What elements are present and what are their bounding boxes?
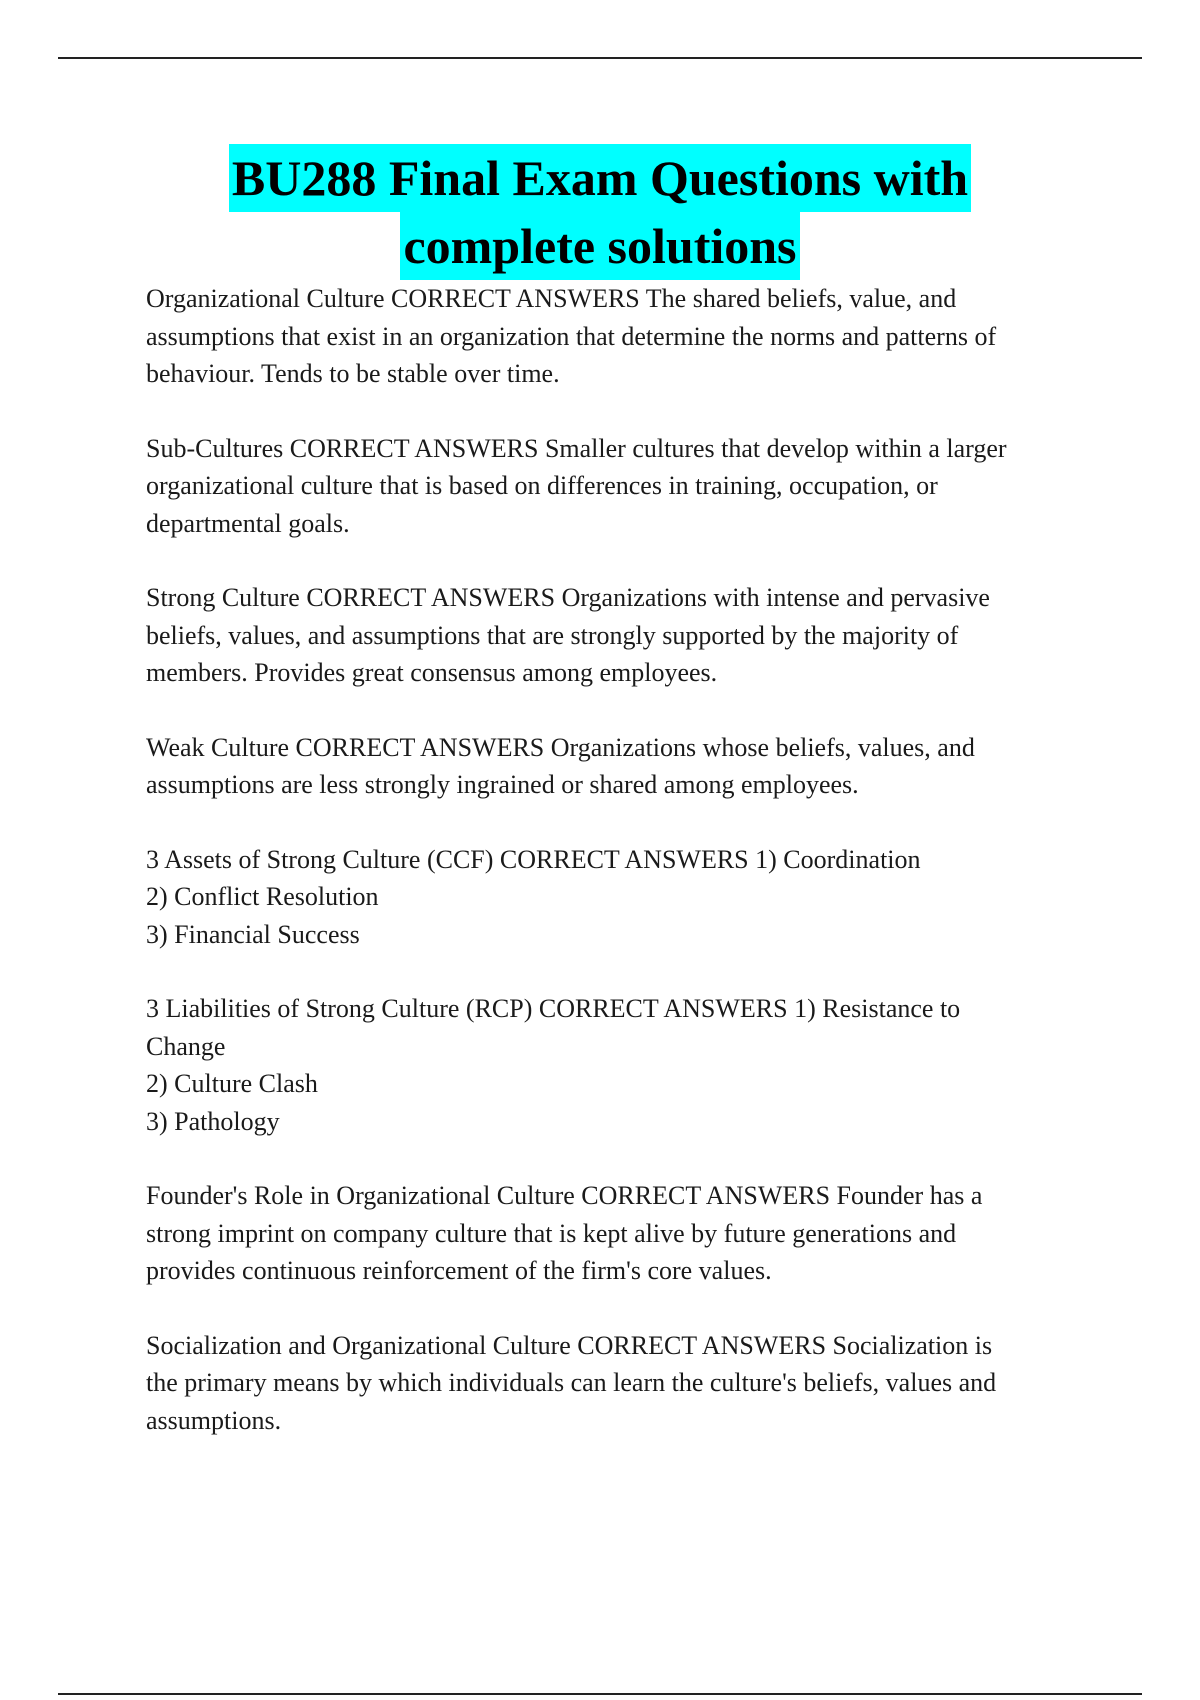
entry-line: Socialization and Organizational Culture CORRECT ANSWERS Socialization is xyxy=(146,1330,993,1360)
entry-line: Organizational Culture CORRECT ANSWERS The shared beliefs, value, and xyxy=(146,284,957,313)
entry-line: provides continuous reinforcement of the firm's core values. xyxy=(146,1256,772,1285)
entry-line: Change xyxy=(146,1031,226,1061)
entry-organizational-culture xyxy=(146,280,1116,393)
entry-line: members. Provides great consensus among employees. xyxy=(146,658,718,687)
entry-founders-role xyxy=(146,1177,1116,1290)
entry-line: Weak Culture CORRECT ANSWERS Organizations whose beliefs, values, and xyxy=(146,732,975,762)
title-line-2: complete solutions xyxy=(400,212,799,280)
entry-line: assumptions that exist in an organization that determine the norms and patterns of xyxy=(146,321,997,351)
entry-sub-cultures xyxy=(146,430,1116,543)
entry-line: 3 Liabilities of Strong Culture (RCP) CORRECT ANSWERS 1) Resistance to xyxy=(146,994,961,1023)
entry-line: behaviour. Tends to be stable over time. xyxy=(146,359,560,388)
entry-line: beliefs, values, and assumptions that are strongly supported by the majority of xyxy=(146,620,959,650)
entry-socialization xyxy=(146,1327,1116,1440)
document-body xyxy=(146,280,1116,1476)
entry-line: 3) Pathology xyxy=(146,1106,280,1136)
document-title xyxy=(0,144,1200,280)
entry-line: the primary means by which individuals can learn the culture's beliefs, values and xyxy=(146,1368,997,1397)
entry-line: assumptions. xyxy=(146,1405,282,1435)
entry-liabilities-strong-culture xyxy=(146,990,1116,1140)
entry-line: 3 Assets of Strong Culture (CCF) CORRECT ANSWERS 1) Coordination xyxy=(146,844,921,874)
entry-line: assumptions are less strongly ingrained or shared among employees. xyxy=(146,770,859,799)
entry-line: departmental goals. xyxy=(146,508,350,538)
footer-rule xyxy=(58,1693,1142,1695)
entry-line: 2) Conflict Resolution xyxy=(146,882,379,911)
entry-line: Founder's Role in Organizational Culture CORRECT ANSWERS Founder has a xyxy=(146,1181,983,1210)
entry-line: 3) Financial Success xyxy=(146,919,360,949)
entry-line: organizational culture that is based on differences in training, occupation, or xyxy=(146,471,938,500)
entry-assets-strong-culture xyxy=(146,841,1116,954)
title-line-1: BU288 Final Exam Questions with xyxy=(229,144,971,212)
entry-line: strong imprint on company culture that is kept alive by future generations and xyxy=(146,1218,957,1248)
entry-strong-culture xyxy=(146,579,1116,692)
entry-line: 2) Culture Clash xyxy=(146,1069,318,1098)
entry-line: Sub-Cultures CORRECT ANSWERS Smaller cultures that develop within a larger xyxy=(146,433,1007,463)
entry-line: Strong Culture CORRECT ANSWERS Organizations with intense and pervasive xyxy=(146,583,990,612)
header-rule xyxy=(58,57,1142,59)
entry-weak-culture xyxy=(146,729,1116,804)
